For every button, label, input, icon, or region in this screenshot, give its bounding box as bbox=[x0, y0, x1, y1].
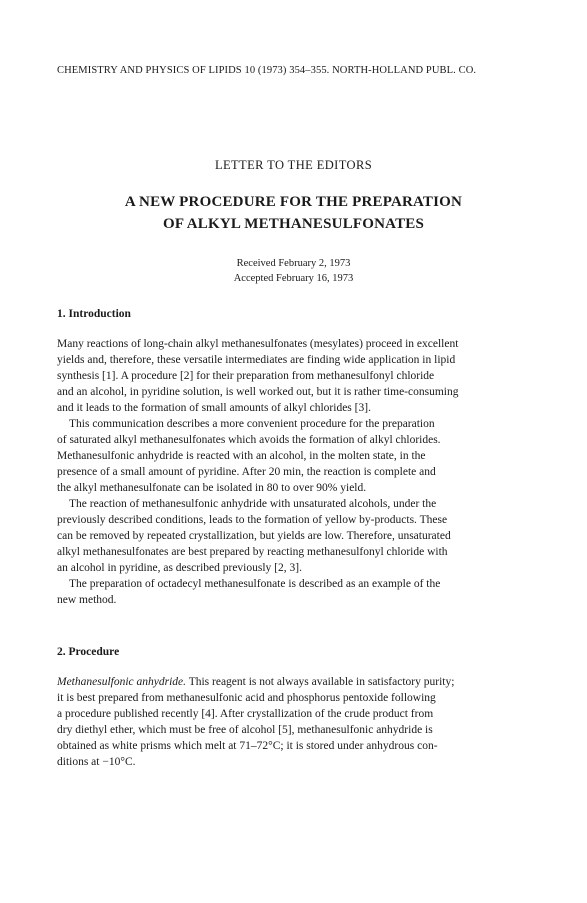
article-title bbox=[0, 191, 587, 235]
introduction-body bbox=[57, 336, 559, 608]
text-line: alkyl methanesulfonates are best prepared by reacting methanesulfonyl chloride with bbox=[57, 546, 448, 558]
text-line: yields and, therefore, these versatile intermediates are finding wide application in lipid bbox=[57, 354, 456, 366]
text-line: Many reactions of long-chain alkyl methanesulfonates (mesylates) proceed in excellent bbox=[57, 338, 459, 350]
title-line-2: OF ALKYL METHANESULFONATES bbox=[162, 216, 425, 232]
text-line: can be removed by repeated crystallization, but yields are low. Therefore, unsaturated bbox=[57, 530, 451, 542]
text-line: synthesis [1]. A procedure [2] for their preparation from methanesulfonyl chloride bbox=[57, 370, 435, 382]
italic-lead: Methanesulfonic anhydride. bbox=[57, 676, 187, 688]
text-line: presence of a small amount of pyridine. After 20 min, the reaction is complete and bbox=[57, 466, 436, 478]
section-heading-procedure: 2. Procedure bbox=[57, 646, 120, 658]
text-line: obtained as white prisms which melt at 71–72°C; it is stored under anhydrous con- bbox=[57, 740, 438, 752]
section-heading-introduction: 1. Introduction bbox=[57, 308, 131, 320]
text-line: of saturated alkyl methanesulfonates which avoids the formation of alkyl chlorides. bbox=[57, 434, 441, 446]
text-line: it is best prepared from methanesulfonic acid and phosphorus pentoxide following bbox=[57, 692, 436, 704]
text-line: and it leads to the formation of small amounts of alkyl chlorides [3]. bbox=[57, 402, 371, 414]
text-line: The preparation of octadecyl methanesulfonate is described as an example of the bbox=[69, 578, 441, 590]
running-head: CHEMISTRY AND PHYSICS OF LIPIDS 10 (1973) 354–355. NORTH-HOLLAND PUBL. CO. bbox=[57, 65, 477, 76]
procedure-body bbox=[57, 674, 559, 770]
text-line: the alkyl methanesulfonate can be isolated in 80 to over 90% yield. bbox=[57, 482, 367, 494]
text-line: The reaction of methanesulfonic anhydride with unsaturated alcohols, under the bbox=[69, 498, 437, 510]
text-line: an alcohol in pyridine, as described previously [2, 3]. bbox=[57, 562, 302, 574]
received-date: Received February 2, 1973 bbox=[236, 258, 351, 269]
title-line-1: A NEW PROCEDURE FOR THE PREPARATION bbox=[124, 194, 463, 210]
letter-head: LETTER TO THE EDITORS bbox=[214, 158, 373, 172]
text-line: new method. bbox=[57, 594, 117, 606]
text-line: This communication describes a more convenient procedure for the preparation bbox=[69, 418, 435, 430]
text-line: Methanesulfonic anhydride is reacted with an alcohol, in the molten state, in the bbox=[57, 450, 426, 462]
text-line: a procedure published recently [4]. After crystallization of the crude product from bbox=[57, 708, 434, 720]
text-line: previously described conditions, leads to the formation of yellow by-products. These bbox=[57, 514, 448, 526]
first-line-rest: This reagent is not always available in satisfactory purity; bbox=[186, 676, 455, 688]
article-dates bbox=[0, 256, 587, 286]
text-line: ditions at −10°C. bbox=[57, 756, 136, 768]
text-line: and an alcohol, in pyridine solution, is well worked out, but it is rather time-consuming bbox=[57, 386, 459, 398]
accepted-date: Accepted February 16, 1973 bbox=[233, 273, 354, 284]
text-line bbox=[57, 674, 559, 690]
text-line: dry diethyl ether, which must be free of alcohol [5], methanesulfonic anhydride is bbox=[57, 724, 433, 736]
